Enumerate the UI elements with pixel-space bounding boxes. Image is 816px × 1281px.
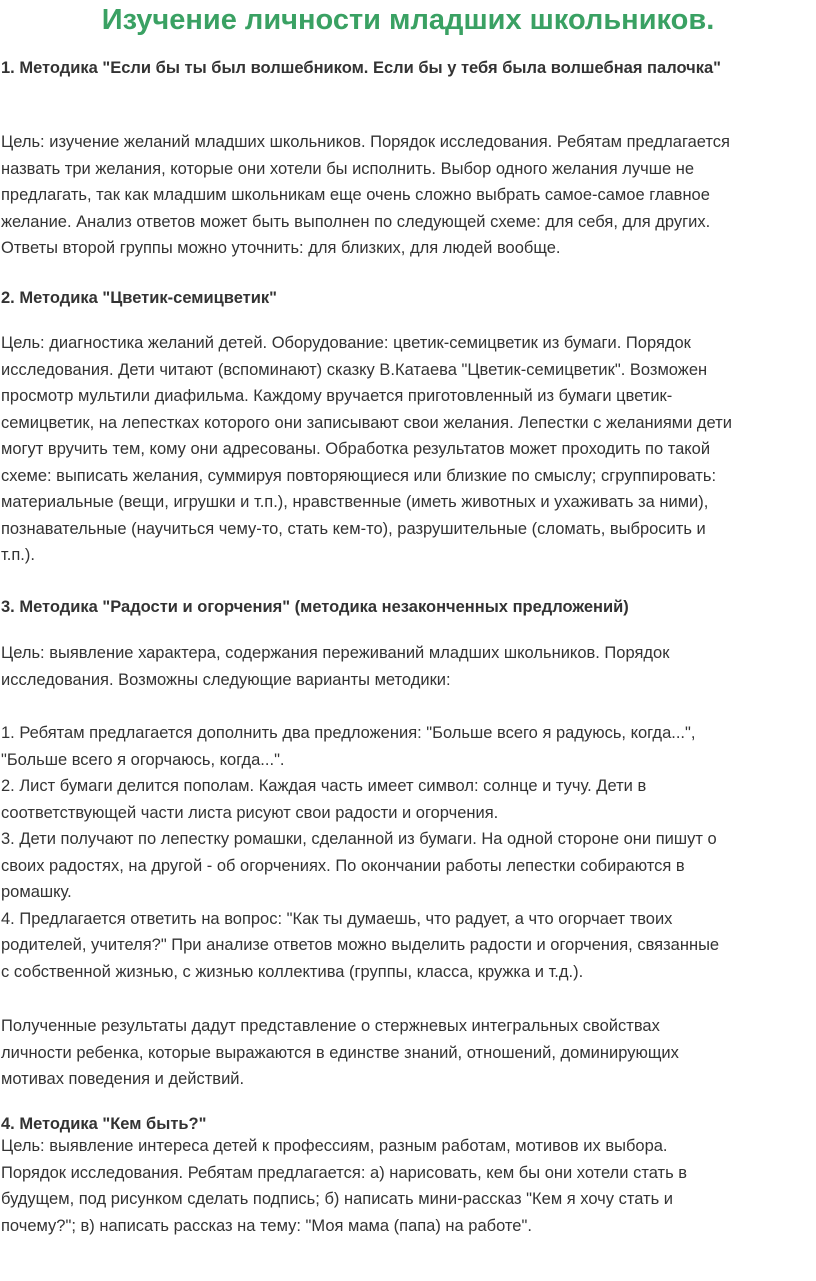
text-line: материальные (вещи, игрушки и т.п.), нравственные (иметь животных и ухаживать за ними), xyxy=(1,493,709,511)
section-4-heading: 4. Методика "Кем быть?" xyxy=(1,1115,207,1133)
text-line: мотивах поведения и действий. xyxy=(1,1070,245,1088)
text-line: Цель: изучение желаний младших школьников. Порядок исследования. Ребятам предлагается xyxy=(1,133,730,151)
text-line: ромашку. xyxy=(1,883,72,901)
text-line: предлагать, так как младшим школьникам еще очень сложно выбрать самое-самое главное xyxy=(1,186,710,204)
text-line: Цель: диагностика желаний детей. Оборудование: цветик-семицветик из бумаги. Порядок xyxy=(1,334,691,352)
section-3-conclusion xyxy=(1,1013,813,1093)
text-line: родителей, учителя?" При анализе ответов можно выделить радости и огорчения, связанные xyxy=(1,936,720,954)
text-line: желание. Анализ ответов может быть выполнен по следующей схеме: для себя, для других. xyxy=(1,212,711,231)
section-3-variants-list xyxy=(1,720,813,985)
text-line: почему?"; в) написать рассказ на тему: "Моя мама (папа) на работе". xyxy=(1,1216,532,1235)
text-line: исследования. Дети читают (вспоминают) сказку В.Катаева "Цветик-семицветик". Возможен xyxy=(1,360,708,379)
text-line: исследования. Возможны следующие варианты методики: xyxy=(1,670,451,689)
text-line: 4. Предлагается ответить на вопрос: "Как ты думаешь, что радует, а что огорчает твоих xyxy=(1,909,673,928)
text-line: т.п.). xyxy=(1,546,35,564)
text-line: семицветик, на лепестках которого они записывают свои желания. Лепестки с желаниями дети xyxy=(1,413,732,432)
text-line: Ответы второй группы можно уточнить: для близких, для людей вообще. xyxy=(1,239,561,257)
text-line: просмотр мультили диафильма. Каждому вручается приготовленный из бумаги цветик- xyxy=(1,387,673,405)
section-3-paragraph-1 xyxy=(1,640,813,693)
text-line: своих радостях, на другой - об огорчениях. По окончании работы лепестки собираются в xyxy=(1,856,685,875)
text-line: 1. Ребятам предлагается дополнить два предложения: "Больше всего я радуюсь, когда...", xyxy=(1,724,696,742)
text-line: соответствующей части листа рисуют свои радости и огорчения. xyxy=(1,803,499,822)
section-4-paragraph-1 xyxy=(1,1133,813,1239)
text-line: личности ребенка, которые выражаются в единстве знаний, отношений, доминирующих xyxy=(1,1043,679,1062)
text-line: 2. Лист бумаги делится пополам. Каждая часть имеет символ: солнце и тучу. Дети в xyxy=(1,777,647,795)
text-line: будущем, под рисунком сделать подпись; б) написать мини-рассказ "Кем я хочу стать и xyxy=(1,1190,673,1208)
section-3-heading: 3. Методика "Радости и огорчения" (методика незаконченных предложений) xyxy=(1,598,629,616)
section-2-heading: 2. Методика "Цветик-семицветик" xyxy=(1,289,277,307)
text-line: Цель: выявление интереса детей к профессиям, разным работам, мотивов их выбора. xyxy=(1,1137,668,1155)
section-2-paragraph-1 xyxy=(1,330,813,569)
section-1-paragraph-1 xyxy=(1,129,813,262)
text-line: 3. Дети получают по лепестку ромашки, сделанной из бумаги. На одной стороне они пишут о xyxy=(1,830,717,848)
page-title: Изучение личности младших школьников. xyxy=(101,4,715,36)
text-line: Порядок исследования. Ребятам предлагается: а) нарисовать, кем бы они хотели стать в xyxy=(1,1163,688,1182)
text-line: могут вручить тем, кому они адресованы. Обработка результатов может проходить по такой xyxy=(1,440,711,458)
text-line: познавательные (научиться чему-то, стать кем-то), разрушительные (сломать, выбросить и xyxy=(1,519,706,538)
text-line: схеме: выписать желания, суммируя повторяющиеся или близкие по смыслу; сгруппировать: xyxy=(1,466,717,485)
text-line: Полученные результаты дадут представление о стержневых интегральных свойствах xyxy=(1,1017,660,1035)
section-1-heading: 1. Методика "Если бы ты был волшебником. Если бы у тебя была волшебная палочка" xyxy=(1,59,721,77)
text-line: с собственной жизнью, с жизнью коллектива (группы, класса, кружка и т.д.). xyxy=(1,962,584,981)
text-line: "Больше всего я огорчаюсь, когда...". xyxy=(1,750,285,769)
text-line: назвать три желания, которые они хотели бы исполнить. Выбор одного желания лучше не xyxy=(1,159,695,178)
text-line: Цель: выявление характера, содержания переживаний младших школьников. Порядок xyxy=(1,644,670,662)
